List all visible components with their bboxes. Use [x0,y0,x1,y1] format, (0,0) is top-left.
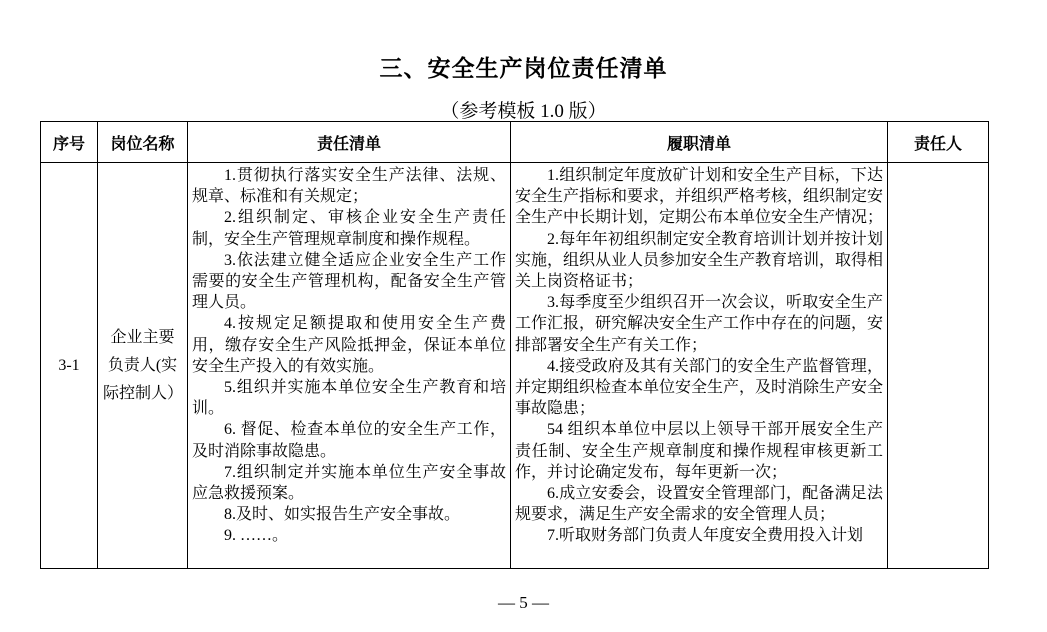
list-paragraph: 3.每季度至少组织召开一次会议，听取安全生产工作汇报，研究解决安全生产工作中存在的问题，安排部署安全生产有关工作； [515,294,883,354]
page-title: 三、安全生产岗位责任清单 [379,56,668,81]
header-duty: 履职清单 [511,122,888,163]
list-paragraph: 6. 督促、检查本单位的安全生产工作，及时消除事故隐患。 [192,421,506,460]
responsibility-table [40,121,989,569]
list-paragraph: 7.听取财务部门负责人年度安全费用投入计划 [547,527,864,545]
list-paragraph: 2.每年年初组织制定安全教育培训计划并按计划实施，组织从业人员参加安全生产教育培训，取得相关上岗资格证书； [515,230,883,291]
list-paragraph: 4.接受政府及其有关部门的安全生产监督管理，并定期组织检查本单位安全生产，及时消除生产安全事故隐患； [515,357,883,418]
cell-position-name: 企业主要负责人(实际控制人） [98,163,188,569]
page-number: — 5 — [498,593,549,612]
header-serial: 序号 [41,122,98,163]
list-paragraph: 1.组织制定年度放矿计划和安全生产目标，下达安全生产指标和要求，并组织严格考核，组织制定安全生产中长期计划，定期公布本单位安全生产情况； [515,167,883,227]
list-paragraph: 2.组织制定、审核企业安全生产责任制，安全生产管理规章制度和操作规程。 [192,209,506,248]
cell-responsibility-list [188,163,511,569]
header-person: 责任人 [888,122,989,163]
cell-serial-number: 3-1 [41,163,98,569]
cell-duty-list [511,163,888,569]
table-header-row [41,122,989,163]
page-subtitle: （参考模板 1.0 版） [440,101,607,122]
list-paragraph: 9. ……。 [224,527,289,545]
list-paragraph: 5.组织并实施本单位安全生产教育和培训。 [192,379,506,418]
duty-list [515,165,883,567]
list-paragraph: 7.组织制定并实施本单位生产安全事故应急救援预案。 [192,463,506,503]
header-responsibility: 责任清单 [188,122,511,163]
list-paragraph: 4.按规定足额提取和使用安全生产费用，缴存安全生产风险抵押金，保证本单位安全生产投入的有效实施。 [192,315,506,375]
cell-responsible-person [888,163,989,569]
header-position: 岗位名称 [98,122,188,163]
responsibility-list [192,165,506,567]
list-paragraph: 1.贯彻执行落实安全生产法律、法规、规章、标准和有关规定； [192,167,506,206]
table-row [41,163,989,569]
list-paragraph: 54 组织本单位中层以上领导干部开展安全生产责任制、安全生产规章制度和操作规程审核更新工作，并讨论确定发布，每年更新一次； [515,421,883,481]
list-paragraph: 3.依法建立健全适应企业安全生产工作需要的安全生产管理机构，配备安全生产管理人员。 [192,251,506,312]
list-paragraph: 6.成立安委会，设置安全管理部门，配备满足法规要求，满足生产安全需求的安全管理人员； [515,485,883,524]
list-paragraph: 8.及时、如实报告生产安全事故。 [224,506,461,524]
